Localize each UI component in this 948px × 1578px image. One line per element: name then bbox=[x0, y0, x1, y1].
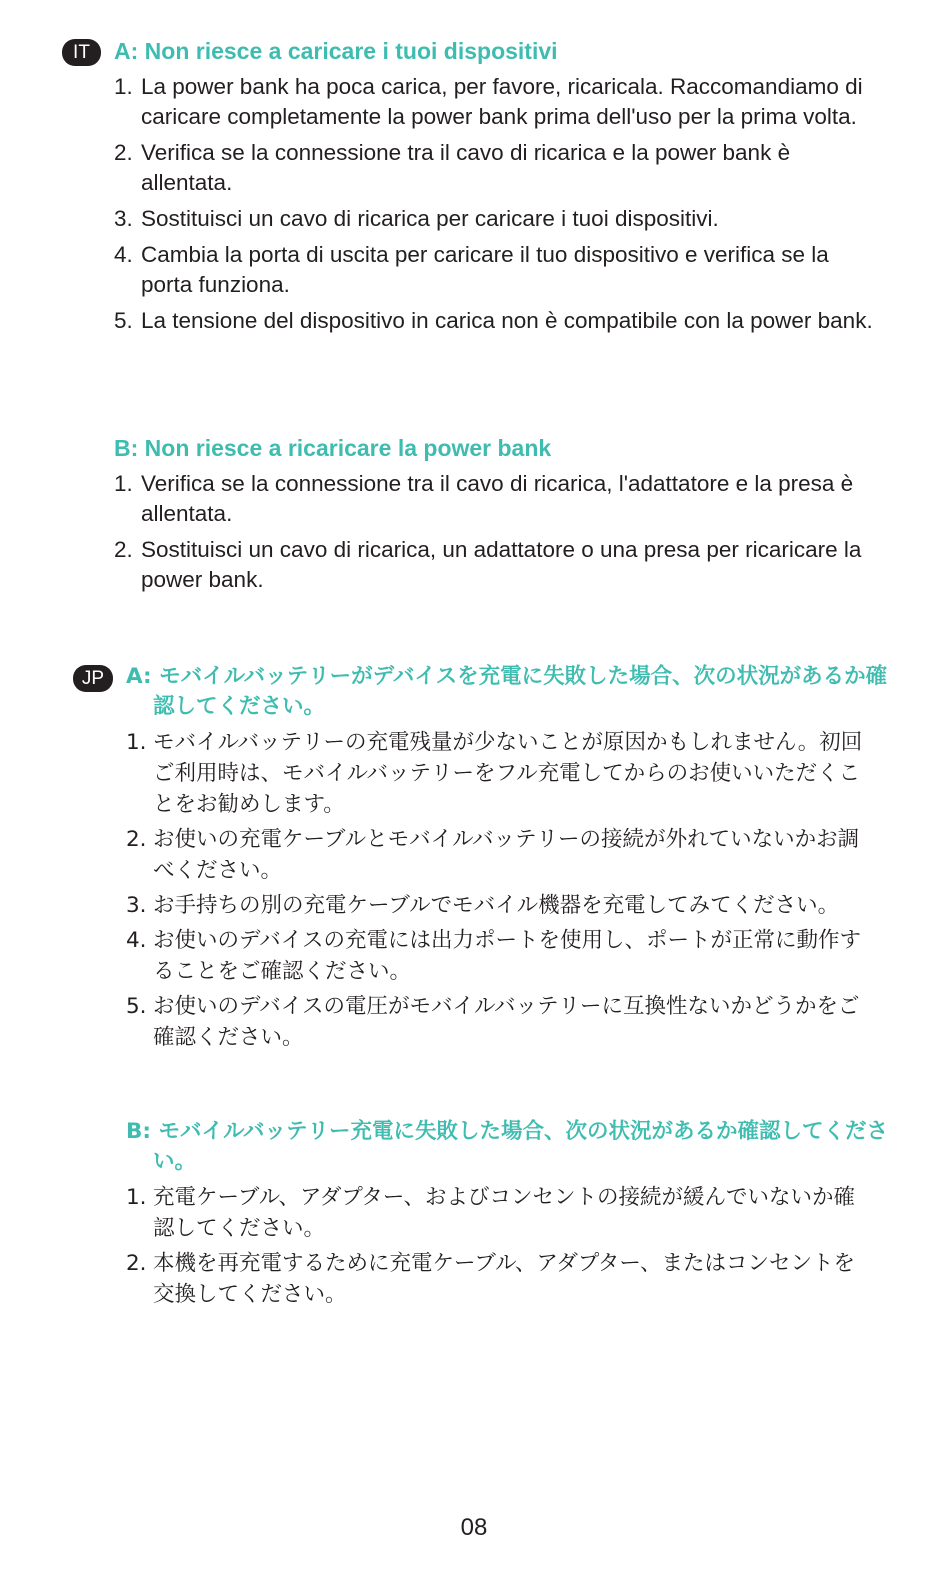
list-item-text: Sostituisci un cavo di ricarica per caricare i tuoi dispositivi. bbox=[141, 206, 719, 231]
it-section-b-heading: B: Non riesce a ricaricare la power bank bbox=[114, 435, 552, 461]
list-item-text: お使いのデバイスの電圧がモバイルバッテリーに互換性ないかどうかをご確認ください。 bbox=[153, 994, 860, 1050]
list-item-text: La power bank ha poca carica, per favore, ricaricala. Raccomandiamo di caricare completamente la power bank prima dell'uso per la prima volta. bbox=[141, 74, 863, 129]
list-item bbox=[126, 991, 871, 1053]
list-item-number: 1. bbox=[126, 1185, 147, 1210]
list-item-text: モバイルバッテリーの充電残量が少ないことが原因かもしれません。初回ご利用時は、モバイルバッテリーをフル充電してからのお使いいただくことをお勧めします。 bbox=[153, 730, 863, 817]
list-item bbox=[114, 469, 874, 529]
list-item-text: La tensione del dispositivo in carica non è compatibile con la power bank. bbox=[141, 308, 873, 333]
list-item bbox=[114, 138, 874, 198]
list-item-number: 2. bbox=[114, 537, 133, 562]
list-item bbox=[126, 1182, 871, 1244]
list-item bbox=[114, 240, 874, 300]
list-item-text: お手持ちの別の充電ケーブルでモバイル機器を充電してみてください。 bbox=[153, 893, 840, 918]
list-item-text: お使いの充電ケーブルとモバイルバッテリーの接続が外れていないかお調べください。 bbox=[153, 827, 860, 883]
list-item-number: 5. bbox=[114, 308, 133, 333]
jp-section-a-list bbox=[126, 727, 871, 1057]
it-section-a-heading: A: Non riesce a caricare i tuoi dispositivi bbox=[114, 38, 558, 64]
list-item-text: Cambia la porta di uscita per caricare il tuo dispositivo e verifica se la porta funziona. bbox=[141, 242, 829, 297]
list-item bbox=[126, 1248, 871, 1310]
list-item-number: 3. bbox=[114, 206, 133, 231]
list-item bbox=[114, 72, 874, 132]
list-item-text: 充電ケーブル、アダプター、およびコンセントの接続が緩んでいないか確認してください。 bbox=[153, 1185, 855, 1241]
list-item bbox=[126, 824, 871, 886]
list-item bbox=[114, 306, 874, 336]
list-item-number: 2. bbox=[126, 827, 147, 852]
list-item-text: Sostituisci un cavo di ricarica, un adattatore o una presa per ricaricare la power bank. bbox=[141, 537, 862, 592]
page-number: 08 bbox=[460, 1514, 488, 1541]
list-item bbox=[126, 890, 871, 921]
list-item-text: 本機を再充電するために充電ケーブル、アダプター、またはコンセントを交換してください。 bbox=[153, 1251, 855, 1307]
list-item-number: 1. bbox=[126, 730, 147, 755]
language-badge-it: IT bbox=[62, 39, 101, 66]
jp-section-a-heading: A: モバイルバッテリーがデバイスを充電に失敗した場合、次の状況があるか確認してください。 bbox=[126, 664, 888, 719]
jp-section-b-heading: B: モバイルバッテリー充電に失敗した場合、次の状況があるか確認してください。 bbox=[126, 1119, 888, 1174]
it-section-b-list bbox=[114, 469, 874, 601]
list-item-number: 4. bbox=[114, 242, 133, 267]
list-item-number: 4. bbox=[126, 928, 147, 953]
language-badge-jp: JP bbox=[73, 665, 113, 692]
it-section-a-list bbox=[114, 72, 874, 342]
list-item bbox=[114, 204, 874, 234]
list-item bbox=[126, 727, 871, 820]
list-item-text: Verifica se la connessione tra il cavo di ricarica, l'adattatore e la presa è allentata. bbox=[141, 471, 854, 526]
list-item-number: 2. bbox=[114, 140, 133, 165]
list-item bbox=[126, 925, 871, 987]
list-item bbox=[114, 535, 874, 595]
jp-section-b-list bbox=[126, 1182, 871, 1314]
list-item-number: 1. bbox=[114, 471, 133, 496]
list-item-number: 3. bbox=[126, 893, 147, 918]
list-item-text: お使いのデバイスの充電には出力ポートを使用し、ポートが正常に動作することをご確認ください。 bbox=[153, 928, 861, 984]
list-item-number: 5. bbox=[126, 994, 147, 1019]
list-item-number: 1. bbox=[114, 74, 133, 99]
list-item-text: Verifica se la connessione tra il cavo di ricarica e la power bank è allentata. bbox=[141, 140, 791, 195]
list-item-number: 2. bbox=[126, 1251, 147, 1276]
